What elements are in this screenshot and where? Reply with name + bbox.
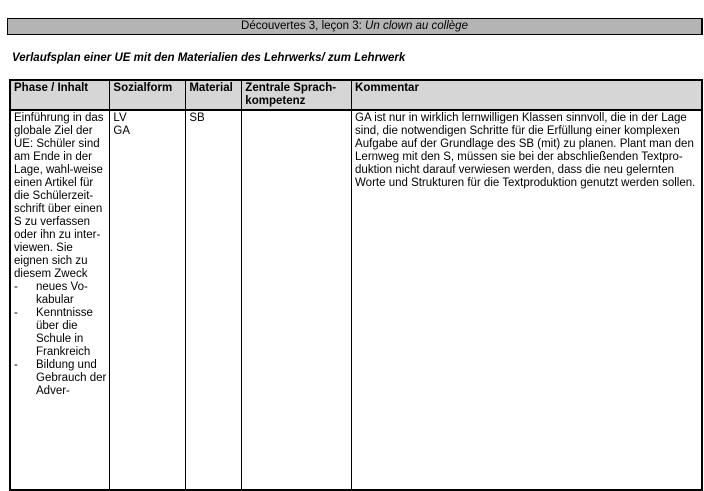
table-header-row (10, 80, 702, 110)
document-title-bar (7, 18, 703, 35)
list-item: - Kenntnisse über die Schule in Frankreich (14, 307, 93, 358)
page-subtitle: Verlaufsplan einer UE mit den Materialien des Lehrwerks/ zum Lehrwerk (12, 52, 406, 64)
list-item: - neues Vo-kabular (14, 281, 88, 306)
phase-intro-text: Einführung in das globale Ziel der UE: Schüler sind am Ende in der Lage, wahl-weise einen Artikel für die Schülerzeit-schrift über einen S zu verfassen oder ihn zu inter-viewen. Sie eignen sich zu diesem Zweck (14, 112, 104, 280)
dash-bullet: - (14, 281, 18, 293)
column-header-sprachkompetenz: Zentrale Sprach-kompetenz (242, 80, 352, 110)
cell-sprachkompetenz (242, 110, 352, 490)
dash-bullet: - (14, 359, 18, 371)
column-header-phase: Phase / Inhalt (10, 80, 110, 110)
cell-phase (10, 110, 110, 490)
cell-sozialform: LV GA (110, 110, 186, 490)
dash-bullet: - (14, 307, 18, 319)
cell-material: SB (186, 110, 242, 490)
column-header-material: Material (186, 80, 242, 110)
list-item: - Bildung und Gebrauch der Adver- (14, 359, 107, 397)
phase-item-list (14, 281, 106, 398)
column-header-kommentar: Kommentar (352, 80, 702, 110)
title-plain: Découvertes 3, leçon 3: (241, 20, 366, 32)
title-italic: Un clown au collège (365, 20, 468, 32)
cell-kommentar: GA ist nur in wirklich lernwilligen Klassen sinnvoll, die in der Lage sind, die notwendigen Schritte für die Erfüllung einer komplexen Aufgabe auf der Grundlage des SB (mit) zu planen. Plant man den Lernweg mit den S, müssen sie bei der abschließenden Textpro-duktion nicht darauf verwiesen werden, dass die neu gelernten Worte und Strukturen für die Textproduktion genutzt werden sollen. (352, 110, 702, 490)
table-row (10, 110, 702, 490)
lesson-plan-table (9, 79, 703, 491)
column-header-sozialform: Sozialform (110, 80, 186, 110)
